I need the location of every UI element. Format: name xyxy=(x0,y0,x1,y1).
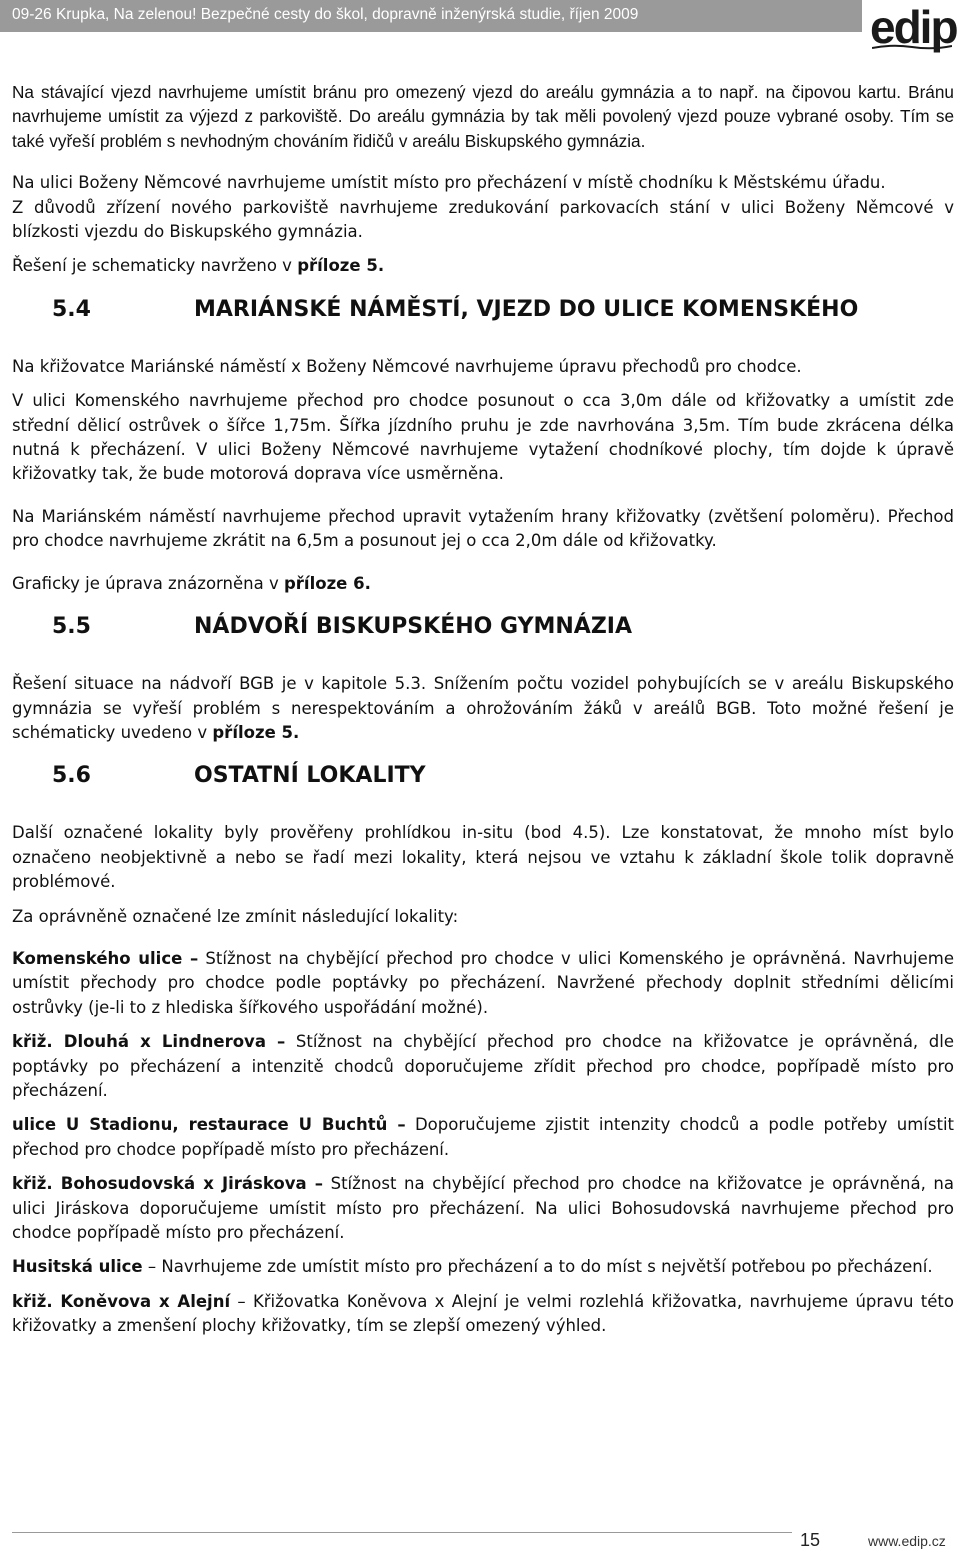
paragraph: Za oprávněně označené lze zmínit následující lokality: xyxy=(12,906,459,926)
page-footer xyxy=(0,1530,960,1557)
logo-underline-icon xyxy=(872,44,952,50)
list-item: ulice U Stadionu, restaurace U Buchtů – Doporučujeme zjistit intenzity chodců a podle potřeby umístit přechod pro chodce popřípadě místo pro přecházení. xyxy=(12,1115,954,1159)
section-title: MARIÁNSKÉ NÁMĚSTÍ, VJEZD DO ULICE KOMENSKÉHO xyxy=(194,296,859,322)
paragraph: Řešení je schematicky navrženo v příloze 5. xyxy=(12,256,385,276)
section-number: 5.5 xyxy=(52,614,91,640)
document-body xyxy=(12,80,954,1339)
page-number: 15 xyxy=(800,1530,821,1550)
paragraph: Graficky je úprava znázorněna v příloze 6. xyxy=(12,573,371,593)
paragraph: Řešení situace na nádvoří BGB je v kapitole 5.3. Snížením počtu vozidel pohybujících se v areálu Biskupského gymnázia se vyřeší problém s nerespektováním a ohrožováním žáků v areálů BGB. Toto možné řešení je schématicky uvedeno v příloze 5. xyxy=(12,674,954,742)
paragraph: Na Mariánském náměstí navrhujeme přechod upravit vytažením hrany křižovatky (zvětšení poloměru). Přechod pro chodce navrhujeme zkrátit na 6,5m a posunout jej o cca 2,0m dále od křižovatky. xyxy=(12,506,954,551)
paragraph: V ulici Komenského navrhujeme přechod pro chodce posunout o cca 3,0m dále od křižovatky a umístit zde střední dělicí ostrůvek o šířce 1,75m. Šířka jízdního pruhu je zde navrhována 3,5m. Tím bude zkrácena délka nutná k přecházení. V ulici Boženy Němcové navrhujeme vytažení chodníkové plochy, tím dojde k úpravě křižovatky tak, že bude motorová doprava více usměrněna. xyxy=(12,391,954,484)
list-item: Husitská ulice – Navrhujeme zde umístit místo pro přecházení a to do míst s největší potřebou po přecházení. xyxy=(12,1257,933,1277)
section-title: OSTATNÍ LOKALITY xyxy=(194,763,426,789)
footer-divider xyxy=(12,1532,792,1533)
footer-website: www.edip.cz xyxy=(868,1533,946,1549)
list-item: křiž. Bohosudovská x Jiráskova – Stížnost na chybějící přechod pro chodce na křižovatce je oprávněná, na ulici Jiráskova doporučujeme umístit místo pro přecházení. Na ulici Bohosudovská navrhujeme přechod pro chodce popřípadě místo pro přecházení. xyxy=(12,1174,955,1242)
section-number: 5.6 xyxy=(52,763,91,789)
section-heading-5-5 xyxy=(12,614,954,654)
edip-logo: edip xyxy=(870,1,957,53)
paragraph: Další označené lokality byly prověřeny prohlídkou in-situ (bod 4.5). Lze konstatovat, že mnoho míst bylo označeno neobjektivně a nebo se řadí mezi lokality, která nejsou ve vztahu k základní škole tolik dopravně problémové. xyxy=(12,823,954,892)
paragraph: Na křižovatce Mariánské náměstí x Boženy Němcové navrhujeme úpravu přechodů pro chodce. xyxy=(12,356,802,376)
header-bar xyxy=(0,0,862,32)
header-title: 09-26 Krupka, Na zelenou! Bezpečné cesty do škol, dopravně inženýrská studie, říjen 2009 xyxy=(12,6,639,23)
section-title: NÁDVOŘÍ BISKUPSKÉHO GYMNÁZIA xyxy=(194,614,632,640)
section-heading-5-6 xyxy=(12,763,954,803)
paragraph: Z důvodů zřízení nového parkoviště navrhujeme zredukování parkovacích stání v ulici Boženy Němcové v blízkosti vjezdu do Biskupského gymnázia. xyxy=(12,197,954,242)
list-item: křiž. Dlouhá x Lindnerova – Stížnost na chybějící přechod pro chodce na křižovatce je oprávněná, dle poptávky po přecházení a intenzitě chodců doporučujeme zřídit přechod pro chodce, popřípadě místo pro přecházení. xyxy=(12,1032,954,1100)
list-item: Komenského ulice – Stížnost na chybějící přechod pro chodce v ulici Komenského je oprávněná. Navrhujeme umístit přechody pro chodce podle poptávky po přecházení. Navržené přechody doplnit středními dělicími ostrůvky (je-li to z hlediska šířkového uspořádání možné). xyxy=(12,948,955,1017)
paragraph: Na stávající vjezd navrhujeme umístit bránu pro omezený vjezd do areálu gymnázia a to např. na čipovou kartu. Bránu navrhujeme umístit za výjezd z parkoviště. Do areálu gymnázia by tak měli povolený vjezd pouze vybrané osoby. Tím se také vyřeší problém s nevhodným chováním řidičů v areálu Biskupského gymnázia. xyxy=(12,82,954,151)
page-header xyxy=(0,0,960,60)
section-number: 5.4 xyxy=(52,296,91,322)
section-heading-5-4 xyxy=(12,297,954,337)
paragraph: Na ulici Boženy Němcové navrhujeme umístit místo pro přecházení v místě chodníku k Městskému úřadu. xyxy=(12,173,886,193)
list-item: křiž. Koněvova x Alejní – Křižovatka Koněvova x Alejní je velmi rozlehlá křižovatka, navrhujeme úpravu této křižovatky a zmenšení plochy křižovatky, tím se zlepší omezený výhled. xyxy=(12,1291,954,1336)
